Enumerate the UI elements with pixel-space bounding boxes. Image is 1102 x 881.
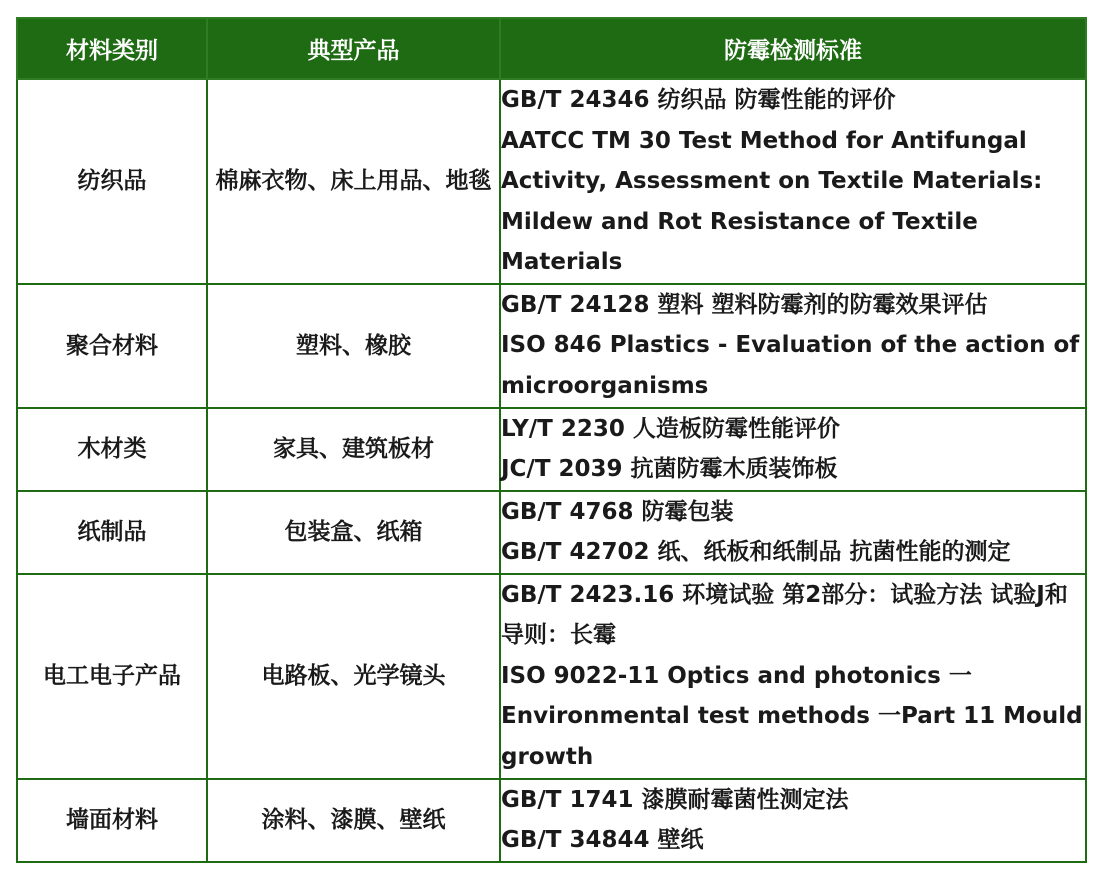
standards-cell <box>500 284 1086 408</box>
header-material-category: 材料类别 <box>17 18 207 79</box>
standard-item: GB/T 24128 塑料 塑料防霉剂的防霉效果评估 <box>501 291 988 318</box>
standard-item: GB/T 34844 壁纸 <box>501 827 704 853</box>
standard-item: GB/T 24346 纺织品 防霉性能的评价 <box>501 87 896 113</box>
mould-standards-table <box>16 17 1087 863</box>
standard-item: LY/T 2230 人造板防霉性能评价 <box>501 415 840 442</box>
category-cell: 纸制品 <box>17 491 207 574</box>
standard-item: AATCC TM 30 Test Method for Antifungal Activity, Assessment on Textile Materials: Mildew and Rot Resistance of Textile Materials <box>501 127 1043 275</box>
standards-cell <box>500 408 1086 491</box>
table-row <box>17 779 1086 862</box>
table-row <box>17 79 1086 284</box>
products-cell: 家具、建筑板材 <box>207 408 500 491</box>
category-cell: 木材类 <box>17 408 207 491</box>
standards-cell <box>500 491 1086 574</box>
table-row <box>17 574 1086 779</box>
category-cell: 电工电子产品 <box>17 574 207 779</box>
category-cell: 纺织品 <box>17 79 207 284</box>
header-row <box>17 18 1086 79</box>
table-row <box>17 408 1086 491</box>
standard-item: GB/T 2423.16 环境试验 第2部分：试验方法 试验J和导则：长霉 <box>501 581 1068 648</box>
standard-item: ISO 846 Plastics - Evaluation of the action of microorganisms <box>501 332 1080 399</box>
table-row <box>17 491 1086 574</box>
standard-item: GB/T 4768 防霉包装 <box>501 498 734 525</box>
standard-item: ISO 9022-11 Optics and photonics 一 Environmental test methods 一Part 11 Mould growth <box>501 662 1083 770</box>
products-cell: 包装盒、纸箱 <box>207 491 500 574</box>
category-cell: 聚合材料 <box>17 284 207 408</box>
standard-item: GB/T 42702 纸、纸板和纸制品 抗菌性能的测定 <box>501 539 1011 565</box>
standards-cell <box>500 779 1086 862</box>
category-cell: 墙面材料 <box>17 779 207 862</box>
standards-cell <box>500 574 1086 779</box>
products-cell: 棉麻衣物、床上用品、地毯 <box>207 79 500 284</box>
products-cell: 塑料、橡胶 <box>207 284 500 408</box>
products-cell: 涂料、漆膜、壁纸 <box>207 779 500 862</box>
standard-item: JC/T 2039 抗菌防霉木质装饰板 <box>501 456 838 482</box>
products-cell: 电路板、光学镜头 <box>207 574 500 779</box>
standard-item: GB/T 1741 漆膜耐霉菌性测定法 <box>501 786 849 813</box>
header-typical-products: 典型产品 <box>207 18 500 79</box>
table-row <box>17 284 1086 408</box>
standards-cell <box>500 79 1086 284</box>
header-mould-test-standards: 防霉检测标准 <box>500 18 1086 79</box>
